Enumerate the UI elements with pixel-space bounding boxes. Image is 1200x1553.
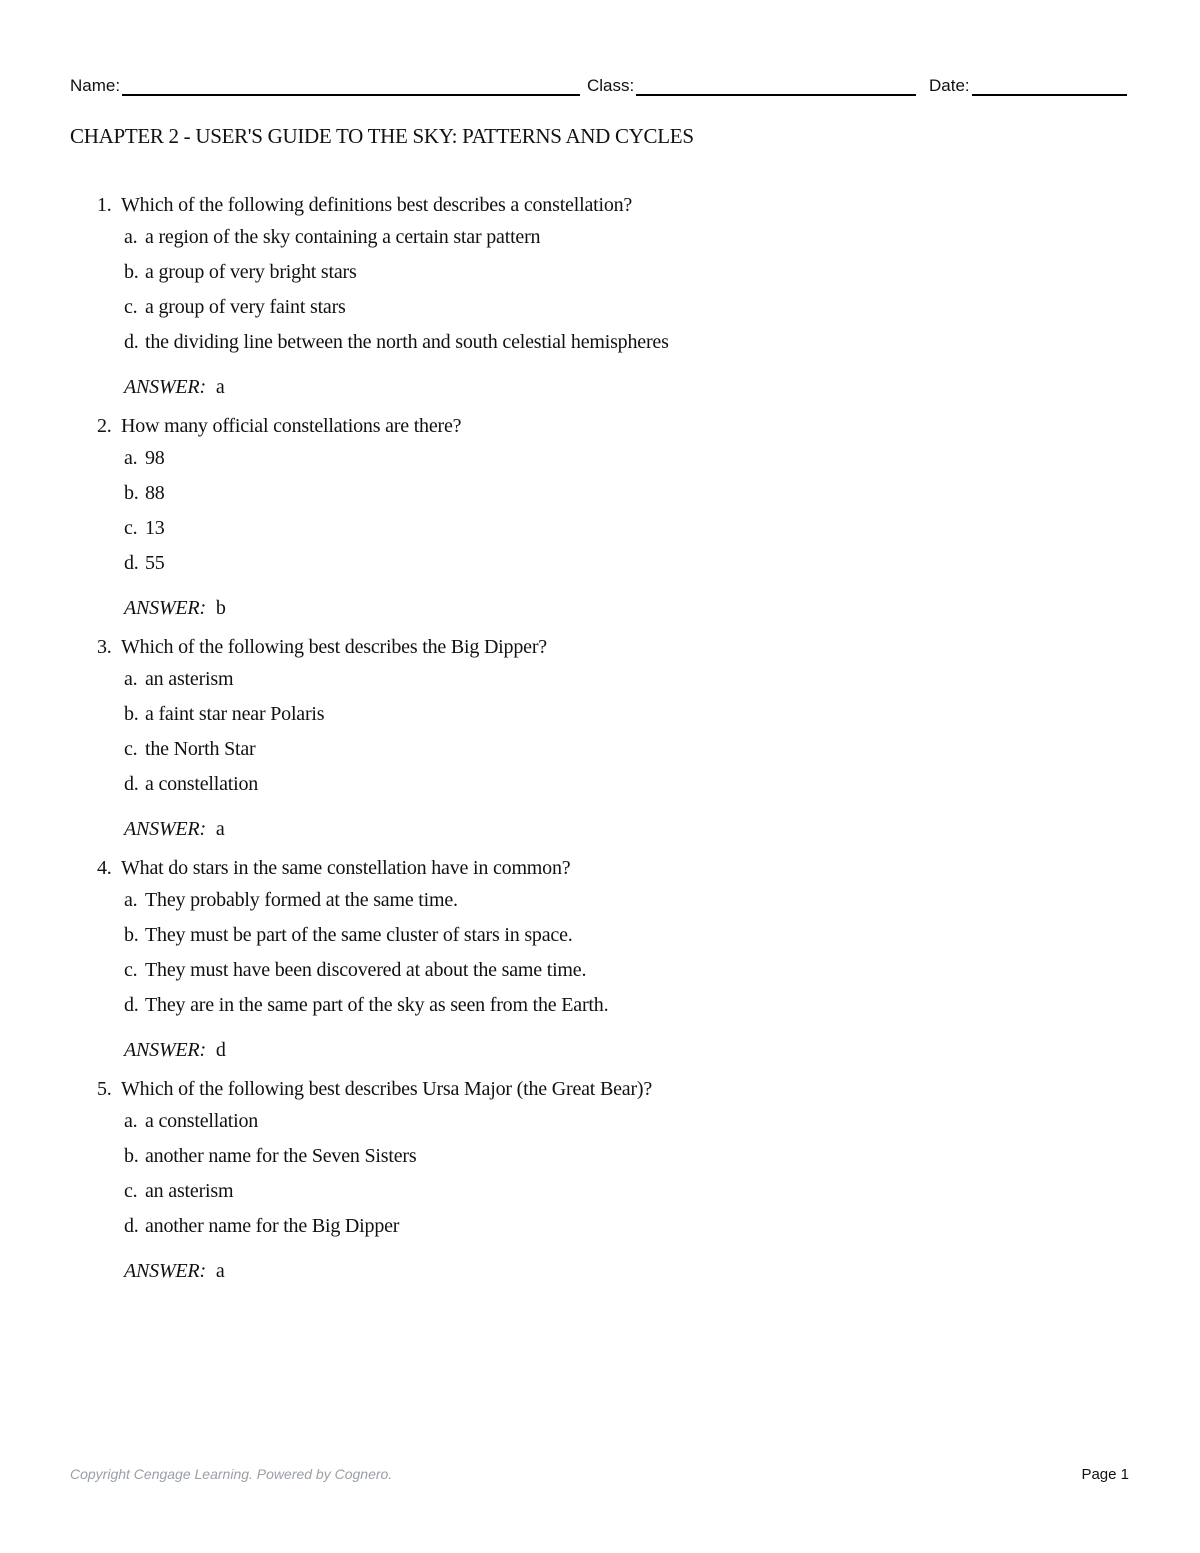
choice-d xyxy=(124,1209,1097,1244)
choice-a xyxy=(124,883,1097,918)
choice-text: They must have been discovered at about the same time. xyxy=(145,959,587,981)
question-5 xyxy=(97,1074,1097,1289)
question-number: 5. xyxy=(97,1078,112,1100)
choice-letter: c. xyxy=(124,296,138,318)
choice-c xyxy=(124,953,1097,988)
choice-text: a group of very bright stars xyxy=(145,261,357,283)
choice-a xyxy=(124,662,1097,697)
answer-line xyxy=(124,812,1097,847)
question-number: 3. xyxy=(97,636,112,658)
question-3 xyxy=(97,632,1097,847)
choice-letter: b. xyxy=(124,482,139,504)
question-1 xyxy=(97,190,1097,405)
question-number: 2. xyxy=(97,415,112,437)
answer-line xyxy=(124,370,1097,405)
choice-b xyxy=(124,255,1097,290)
class-line xyxy=(636,76,916,96)
choice-letter: d. xyxy=(124,1215,139,1237)
name-field xyxy=(70,72,580,96)
choice-letter: d. xyxy=(124,552,139,574)
choice-text: They probably formed at the same time. xyxy=(145,889,458,911)
choice-c xyxy=(124,1174,1097,1209)
chapter-title: CHAPTER 2 - USER'S GUIDE TO THE SKY: PATTERNS AND CYCLES xyxy=(70,124,694,148)
choice-b xyxy=(124,1139,1097,1174)
answer-line xyxy=(124,1254,1097,1289)
date-label: Date: xyxy=(929,76,970,95)
date-field xyxy=(929,72,1127,96)
choice-d xyxy=(124,767,1097,802)
page-number: Page 1 xyxy=(1081,1466,1129,1483)
choice-text: 88 xyxy=(145,482,165,504)
choice-text: 98 xyxy=(145,447,165,469)
name-label: Name: xyxy=(70,76,121,95)
choice-text: They must be part of the same cluster of stars in space. xyxy=(145,924,573,946)
answer-value: a xyxy=(215,376,225,398)
choice-text: a constellation xyxy=(145,773,259,795)
question-text: Which of the following best describes Ursa Major (the Great Bear)? xyxy=(121,1078,653,1100)
choice-text: 13 xyxy=(145,517,165,539)
question-text: What do stars in the same constellation have in common? xyxy=(121,857,571,879)
question-2 xyxy=(97,411,1097,626)
question-text-row xyxy=(97,1074,1097,1104)
choice-letter: b. xyxy=(124,924,139,946)
choice-letter: d. xyxy=(124,331,139,353)
choice-letter: a. xyxy=(124,447,138,469)
question-text: How many official constellations are there? xyxy=(121,415,462,437)
choice-letter: b. xyxy=(124,703,139,725)
answer-label: ANSWER: xyxy=(124,597,206,619)
choice-text: They are in the same part of the sky as seen from the Earth. xyxy=(145,994,609,1016)
answer-label: ANSWER: xyxy=(124,376,206,398)
question-number: 1. xyxy=(97,194,112,216)
header-fields xyxy=(70,72,1130,96)
choice-letter: c. xyxy=(124,1180,138,1202)
question-text-row xyxy=(97,853,1097,883)
class-field xyxy=(587,72,916,96)
choice-letter: c. xyxy=(124,959,138,981)
answer-label: ANSWER: xyxy=(124,1039,206,1061)
date-line xyxy=(972,76,1127,96)
choice-letter: b. xyxy=(124,261,139,283)
question-text-row xyxy=(97,411,1097,441)
choice-text: an asterism xyxy=(145,1180,234,1202)
choice-b xyxy=(124,697,1097,732)
choice-a xyxy=(124,441,1097,476)
question-text: Which of the following definitions best describes a constellation? xyxy=(121,194,633,216)
choice-letter: d. xyxy=(124,773,139,795)
answer-label: ANSWER: xyxy=(124,1260,206,1282)
question-text-row xyxy=(97,190,1097,220)
choice-text: a group of very faint stars xyxy=(145,296,346,318)
question-text-row xyxy=(97,632,1097,662)
choice-letter: d. xyxy=(124,994,139,1016)
name-line xyxy=(122,76,580,96)
answer-value: a xyxy=(215,1260,225,1282)
choice-text: the North Star xyxy=(145,738,256,760)
choice-c xyxy=(124,511,1097,546)
answer-value: d xyxy=(215,1039,226,1061)
choice-text: a constellation xyxy=(145,1110,259,1132)
choice-text: 55 xyxy=(145,552,165,574)
answer-value: a xyxy=(215,818,225,840)
choice-letter: b. xyxy=(124,1145,139,1167)
choice-a xyxy=(124,220,1097,255)
answer-label: ANSWER: xyxy=(124,818,206,840)
copyright-notice: Copyright Cengage Learning. Powered by Cognero. xyxy=(70,1466,393,1482)
question-number: 4. xyxy=(97,857,112,879)
question-text: Which of the following best describes the Big Dipper? xyxy=(121,636,547,658)
choice-letter: a. xyxy=(124,668,138,690)
choice-text: another name for the Seven Sisters xyxy=(145,1145,417,1167)
choice-text: a region of the sky containing a certain star pattern xyxy=(145,226,541,248)
choice-d xyxy=(124,325,1097,360)
choice-d xyxy=(124,546,1097,581)
choice-text: a faint star near Polaris xyxy=(145,703,325,725)
choice-c xyxy=(124,732,1097,767)
answer-line xyxy=(124,591,1097,626)
question-4 xyxy=(97,853,1097,1068)
choice-c xyxy=(124,290,1097,325)
choice-text: the dividing line between the north and south celestial hemispheres xyxy=(145,331,669,353)
choice-d xyxy=(124,988,1097,1023)
answer-value: b xyxy=(215,597,226,619)
choice-text: another name for the Big Dipper xyxy=(145,1215,400,1237)
choice-letter: c. xyxy=(124,517,138,539)
question-list xyxy=(97,190,1097,1295)
choice-a xyxy=(124,1104,1097,1139)
answer-line xyxy=(124,1033,1097,1068)
choice-letter: a. xyxy=(124,1110,138,1132)
choice-letter: a. xyxy=(124,226,138,248)
choice-letter: c. xyxy=(124,738,138,760)
class-label: Class: xyxy=(587,76,635,95)
choice-b xyxy=(124,918,1097,953)
choice-b xyxy=(124,476,1097,511)
choice-text: an asterism xyxy=(145,668,234,690)
choice-letter: a. xyxy=(124,889,138,911)
